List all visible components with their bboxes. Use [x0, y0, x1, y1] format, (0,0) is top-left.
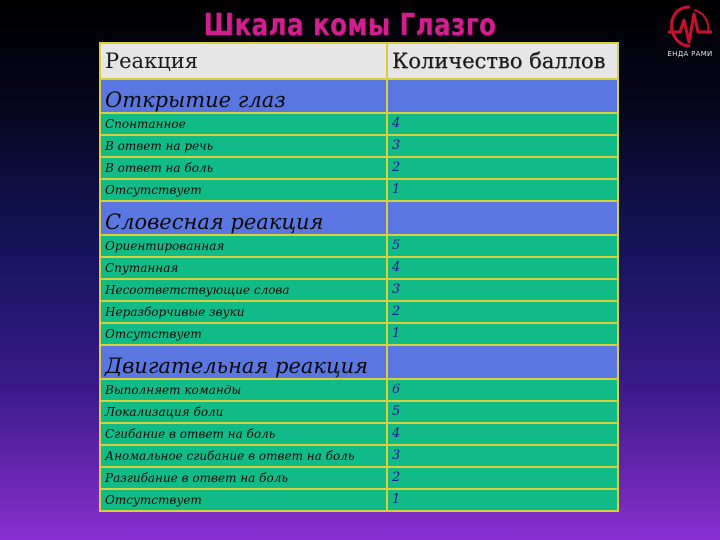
section-motor-response	[100, 345, 618, 379]
row-label: Аномальное сгибание в ответ на боль	[100, 445, 387, 467]
table-row	[100, 279, 618, 301]
table-row	[100, 379, 618, 401]
slide-title: Шкала комы Глазго	[203, 8, 497, 43]
row-label: Отсутствует	[100, 323, 387, 345]
heartbeat-logo-icon	[664, 4, 716, 50]
section-score-cell	[387, 345, 618, 379]
row-label: Локализация боли	[100, 401, 387, 423]
row-label: Ориентированная	[100, 235, 387, 257]
row-score: 1	[387, 323, 618, 345]
table-row	[100, 445, 618, 467]
table-row	[100, 257, 618, 279]
row-score: 2	[387, 157, 618, 179]
section-title: Словесная реакция	[100, 201, 387, 235]
row-score: 2	[387, 301, 618, 323]
row-score: 3	[387, 445, 618, 467]
row-label: Отсутствует	[100, 489, 387, 511]
header-score: Количество баллов	[387, 43, 618, 79]
table-row	[100, 401, 618, 423]
table-row	[100, 423, 618, 445]
logo-text: ЕНДА РАМИ	[667, 50, 713, 58]
glasgow-coma-scale-table	[99, 42, 619, 512]
row-label: В ответ на речь	[100, 135, 387, 157]
table-header-row	[100, 43, 618, 79]
section-title: Двигательная реакция	[100, 345, 387, 379]
row-label: Разгибание в ответ на боль	[100, 467, 387, 489]
row-score: 5	[387, 235, 618, 257]
row-label: Сгибание в ответ на боль	[100, 423, 387, 445]
header-reaction: Реакция	[100, 43, 387, 79]
row-score: 4	[387, 423, 618, 445]
table-row	[100, 467, 618, 489]
row-score: 4	[387, 113, 618, 135]
section-verbal-response	[100, 201, 618, 235]
row-label: Выполняет команды	[100, 379, 387, 401]
section-score-cell	[387, 201, 618, 235]
row-score: 4	[387, 257, 618, 279]
table-row	[100, 135, 618, 157]
row-score: 1	[387, 179, 618, 201]
table-row	[100, 235, 618, 257]
row-score: 5	[387, 401, 618, 423]
row-label: Спонтанное	[100, 113, 387, 135]
section-eye-opening	[100, 79, 618, 113]
row-score: 1	[387, 489, 618, 511]
row-score: 3	[387, 279, 618, 301]
table-row	[100, 301, 618, 323]
table-row	[100, 489, 618, 511]
row-label: В ответ на боль	[100, 157, 387, 179]
table-row	[100, 179, 618, 201]
section-score-cell	[387, 79, 618, 113]
row-score: 6	[387, 379, 618, 401]
row-label: Несоответствующие слова	[100, 279, 387, 301]
section-title: Открытие глаз	[100, 79, 387, 113]
table-row	[100, 113, 618, 135]
table-row	[100, 323, 618, 345]
row-label: Неразборчивые звуки	[100, 301, 387, 323]
row-label: Спутанная	[100, 257, 387, 279]
logo	[664, 4, 716, 62]
row-score: 3	[387, 135, 618, 157]
row-score: 2	[387, 467, 618, 489]
table-row	[100, 157, 618, 179]
row-label: Отсутствует	[100, 179, 387, 201]
